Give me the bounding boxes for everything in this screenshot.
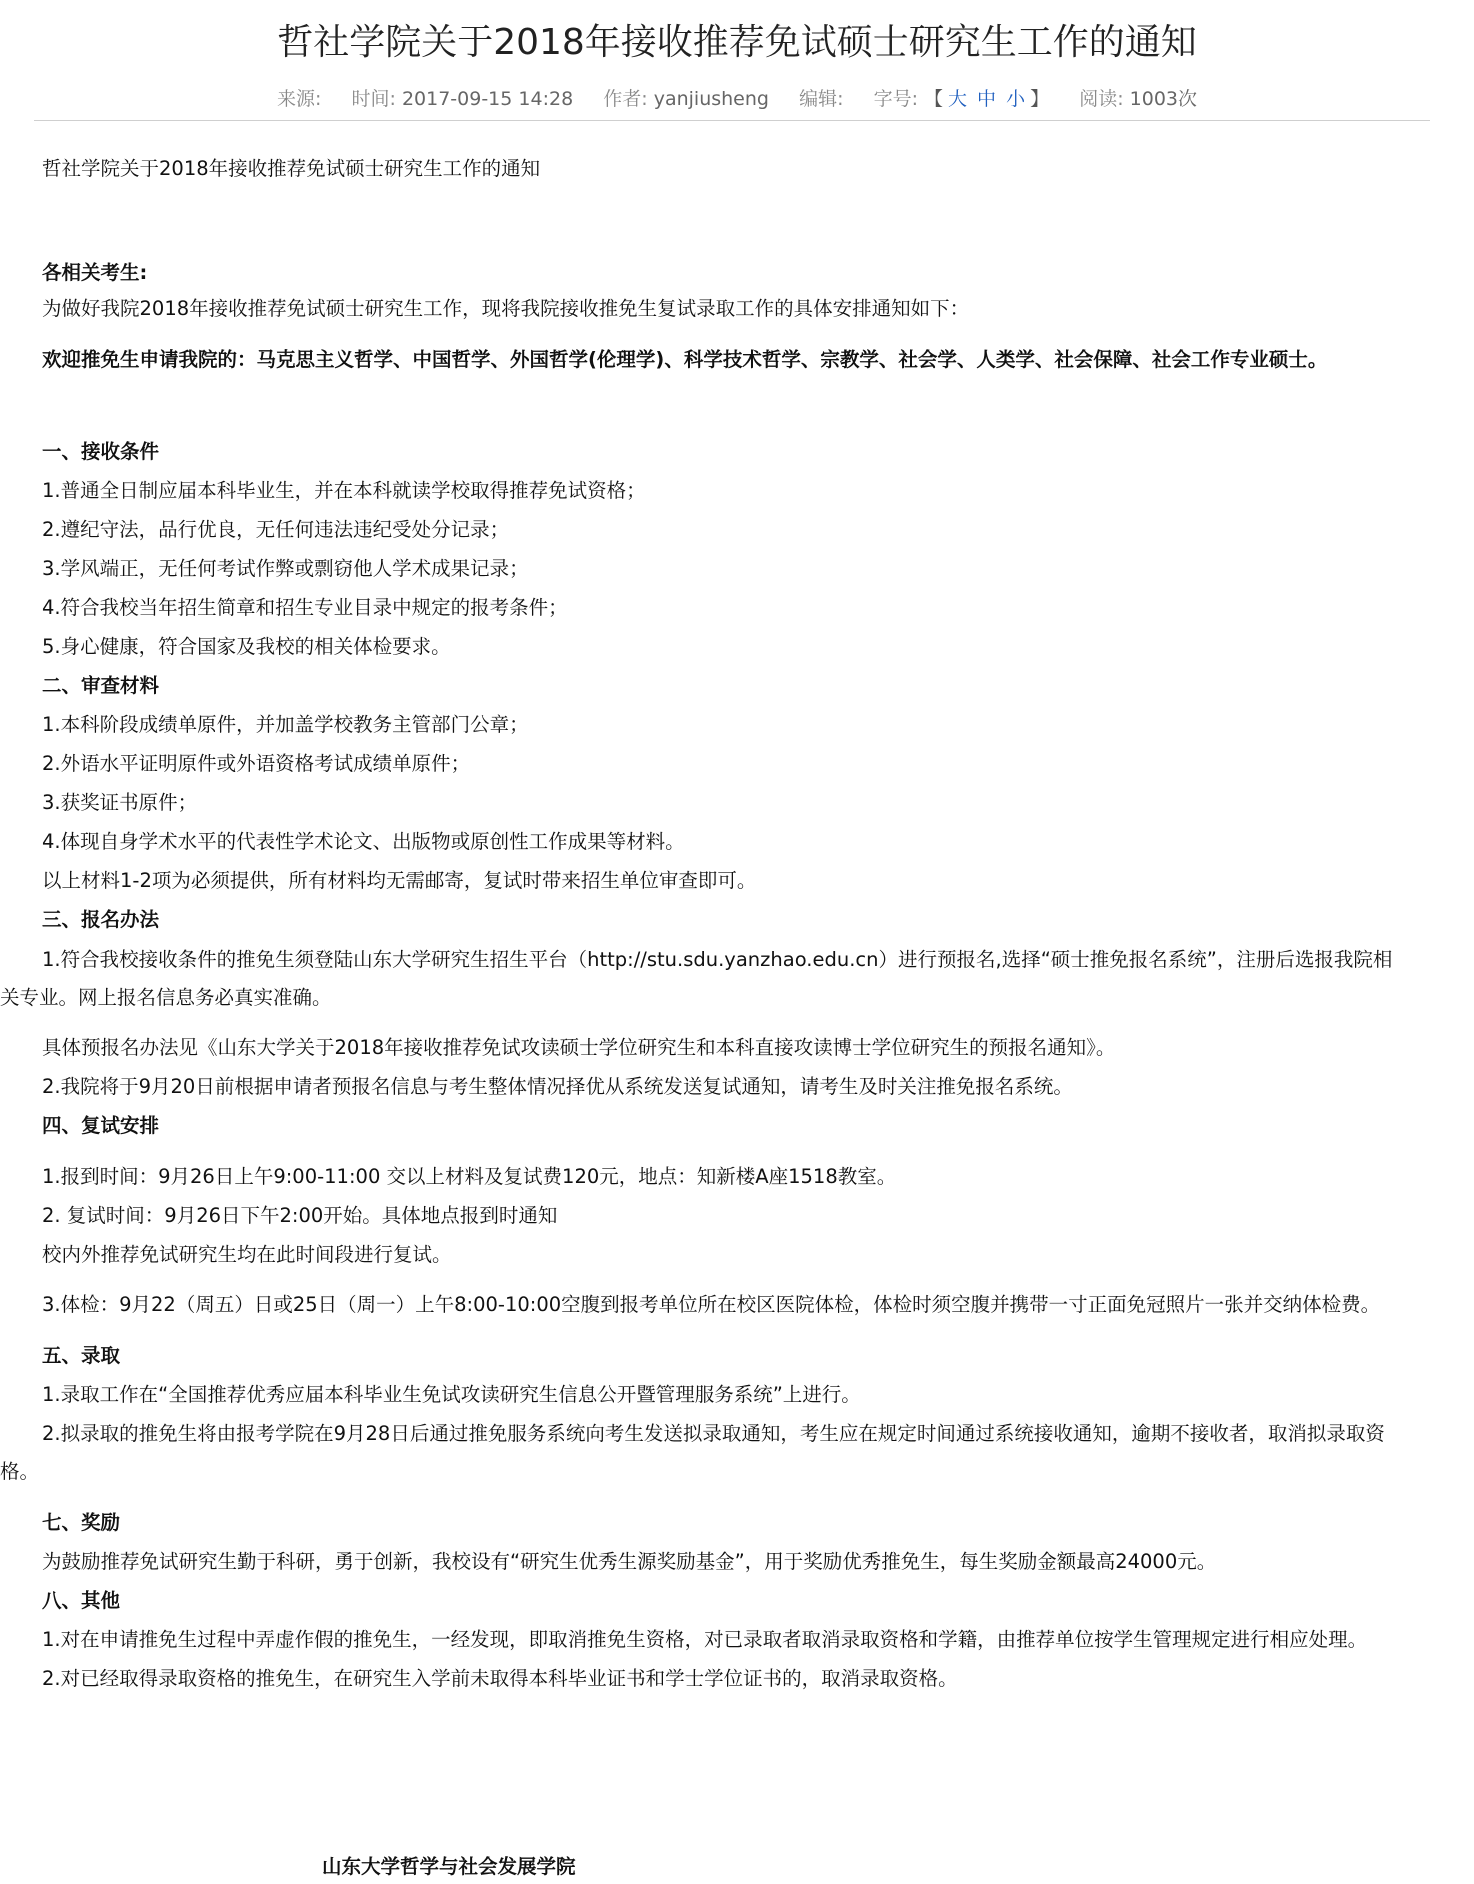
text-prefix: 具体预报名办法见 <box>42 1036 199 1059</box>
body-intro-title: 哲社学院关于2018年接收推荐免试硕士研究生工作的通知 <box>42 157 541 180</box>
list-item: 4.体现自身学术水平的代表性学术论文、出版物或原创性工作成果等材料。 <box>42 830 685 853</box>
list-item: 1.报到时间：9月26日上午9:00-11:00 交以上材料及复试费120元，地点：知新楼A座1518教室。 <box>42 1165 897 1188</box>
section-heading: 八、其他 <box>42 1589 121 1612</box>
font-size-medium-link[interactable]: 中 <box>977 88 997 110</box>
list-item: 1.本科阶段成绩单原件，并加盖学校教务主管部门公章； <box>42 713 529 736</box>
list-item: 1.对在申请推免生过程中弄虚作假的推免生，一经发现，即取消推免生资格，对已录取者取消录取资格和学籍，由推荐单位按学生管理规定进行相应处理。 <box>42 1628 1368 1651</box>
list-item: 2. 复试时间：9月26日下午2:00开始。具体地点报到时通知 <box>42 1204 558 1227</box>
welcome-paragraph: 欢迎推免生申请我院的：马克思主义哲学、中国哲学、外国哲学(伦理学)、科学技术哲学、宗教学、社会学、人类学、社会保障、社会工作专业硕士。 <box>42 348 1328 371</box>
list-item-continuation: 格。 <box>0 1460 40 1483</box>
section-heading: 四、复试安排 <box>42 1114 160 1137</box>
font-size-small-link[interactable]: 小 <box>1006 88 1026 110</box>
list-item: 2.拟录取的推免生将由报考学院在9月28日后通过推免服务系统向考生发送拟录取通知，考生应在规定时间通过系统接收通知，逾期不接收者，取消拟录取资 <box>42 1422 1385 1445</box>
list-item: 2.我院将于9月20日前根据申请者预报名信息与考生整体情况择优从系统发送复试通知，请考生及时关注推免报名系统。 <box>42 1075 1073 1098</box>
article-meta <box>0 84 1474 114</box>
source-label: 来源: <box>276 88 322 110</box>
list-item: 2.遵纪守法，品行优良，无任何违法违纪受处分记录； <box>42 518 510 541</box>
font-size-large-link[interactable]: 大 <box>948 88 968 110</box>
list-item: 3.学风端正，无任何考试作弊或剽窃他人学术成果记录； <box>42 557 529 580</box>
section-heading: 五、录取 <box>42 1344 121 1367</box>
list-item: 为鼓励推荐免试研究生勤于科研，勇于创新，我校设有“研究生优秀生源奖励基金”，用于奖励优秀推免生，每生奖励金额最高24000元。 <box>42 1550 1217 1573</box>
signature: 山东大学哲学与社会发展学院 <box>322 1855 576 1878</box>
font-size-bracket-close: 】 <box>1030 88 1050 110</box>
list-item: 5.身心健康，符合国家及我校的相关体检要求。 <box>42 635 451 658</box>
header-divider <box>34 120 1430 121</box>
reads-label: 阅读: <box>1079 88 1124 110</box>
list-item: 1.录取工作在“全国推荐优秀应届本科毕业生免试攻读研究生信息公开暨管理服务系统”上进行。 <box>42 1383 861 1406</box>
list-item: 以上材料1-2项为必须提供，所有材料均无需邮寄，复试时带来招生单位审查即可。 <box>42 869 757 892</box>
time-label: 时间: <box>351 88 396 110</box>
section-heading: 七、奖励 <box>42 1511 121 1534</box>
intro-paragraph: 为做好我院2018年接收推荐免试硕士研究生工作，现将我院接收推免生复试录取工作的具体安排通知如下： <box>42 297 970 320</box>
list-item: 1.普通全日制应届本科毕业生，并在本科就读学校取得推荐免试资格； <box>42 479 646 502</box>
page-title: 哲社学院关于2018年接收推荐免试硕士研究生工作的通知 <box>277 22 1197 63</box>
list-item <box>42 1033 1115 1063</box>
section-heading: 二、审查材料 <box>42 674 160 697</box>
reads-value: 1003次 <box>1129 88 1197 110</box>
font-size-label: 字号: <box>873 88 918 110</box>
time-value: 2017-09-15 14:28 <box>401 88 574 110</box>
list-item: 2.对已经取得录取资格的推免生，在研究生入学前未取得本科毕业证书和学士学位证书的，取消录取资格。 <box>42 1667 958 1690</box>
list-item-continuation: 关专业。网上报名信息务必真实准确。 <box>0 986 332 1009</box>
list-item: 校内外推荐免试研究生均在此时间段进行复试。 <box>42 1243 452 1266</box>
list-item: 4.符合我校当年招生简章和招生专业目录中规定的报考条件； <box>42 596 568 619</box>
section-heading: 三、报名办法 <box>42 908 160 931</box>
section-heading: 一、接收条件 <box>42 440 160 463</box>
list-item: 3.获奖证书原件； <box>42 791 198 814</box>
author-label: 作者: <box>603 88 648 110</box>
list-item: 1.符合我校接收条件的推免生须登陆山东大学研究生招生平台（http://stu.sdu.yanzhao.edu.cn）进行预报名,选择“硕士推免报名系统”，注册后选报我院相 <box>42 948 1393 971</box>
font-size-bracket-open: 【 <box>924 88 944 110</box>
list-item: 3.体检：9月22（周五）日或25日（周一）上午8:00-10:00空腹到报考单位所在校区医院体检，体检时须空腹并携带一寸正面免冠照片一张并交纳体检费。 <box>42 1293 1381 1316</box>
author-value: yanjiusheng <box>653 88 769 110</box>
salutation: 各相关考生: <box>42 261 148 284</box>
editor-label: 编辑: <box>799 88 844 110</box>
list-item: 2.外语水平证明原件或外语资格考试成绩单原件； <box>42 752 471 775</box>
text-suffix: 。 <box>1095 1036 1116 1059</box>
registration-notice-link[interactable]: 《山东大学关于2018年接收推荐免试攻读硕士学位研究生和本科直接攻读博士学位研究生的预报名通知》 <box>198 1036 1096 1059</box>
